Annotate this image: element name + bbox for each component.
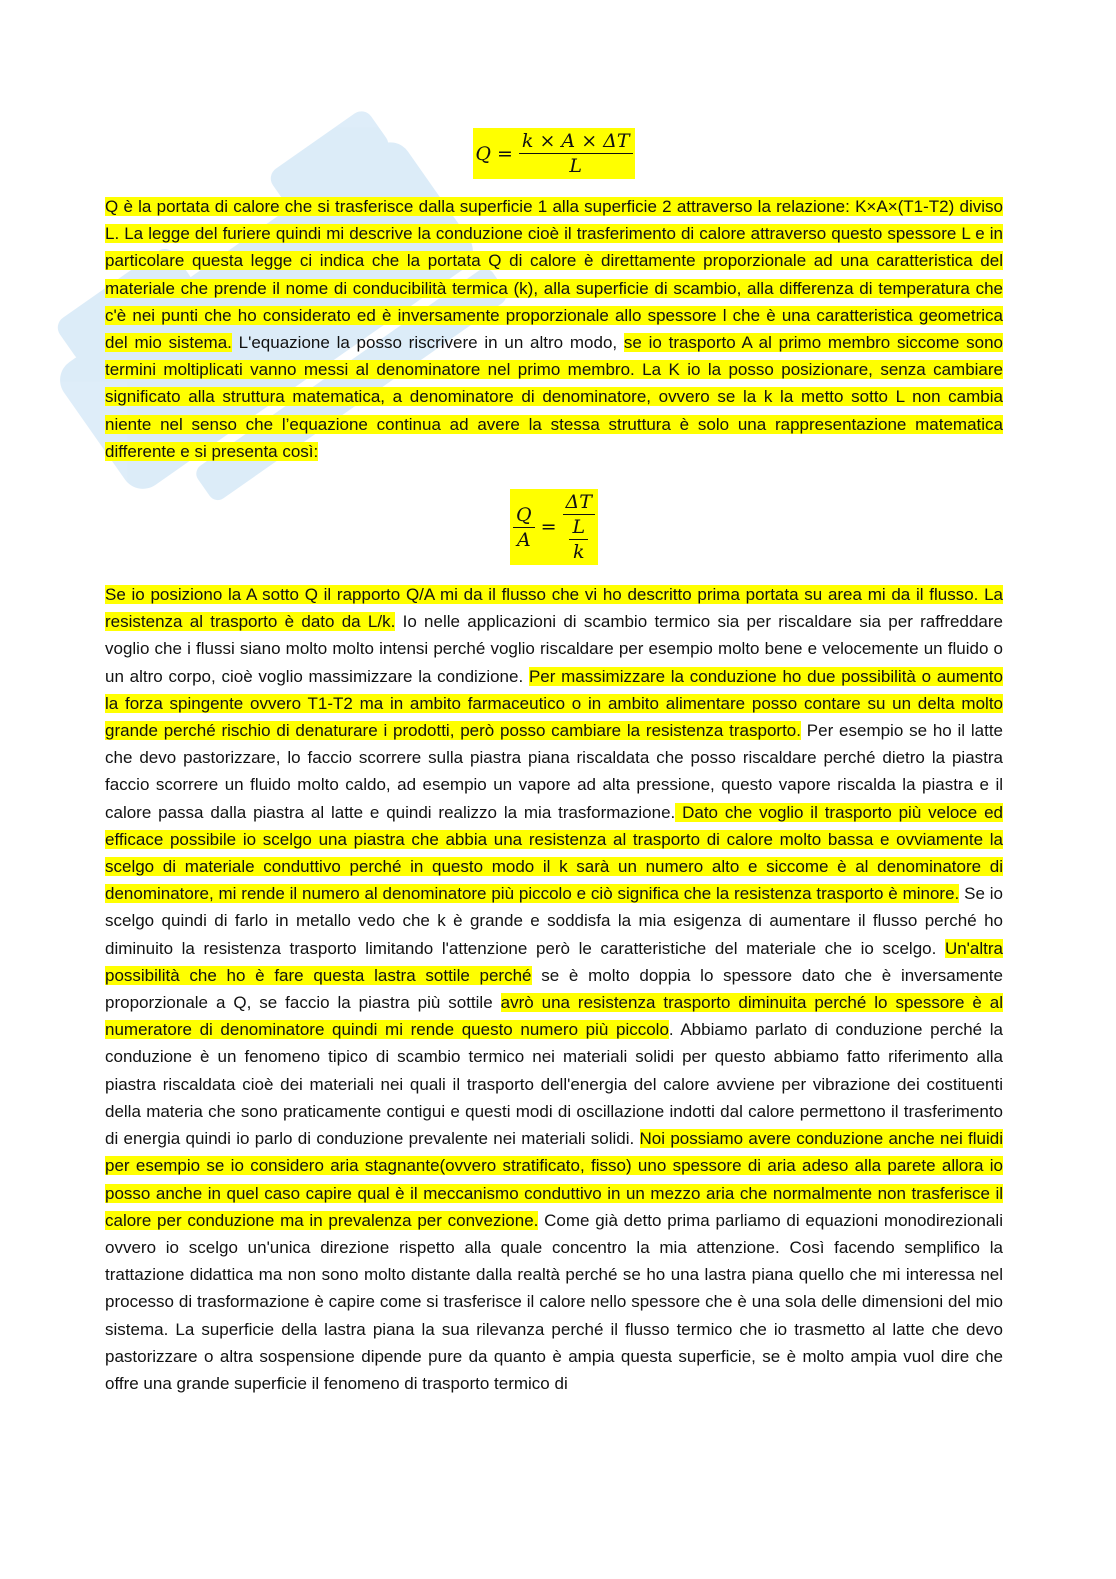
text-run: . Abbiamo parlato di conduzione perché la conduzione è un fenomeno tipico di scambio termico nei materiali solidi per questo abbiamo fatto riferimento alla piastra riscaldata cioè dei materiali nei quali il trasporto dell'energia del calore avviene per vibrazione dei costituenti della materia che sono praticamente contigui e questi modi di oscillazione indotti dal calore permettono il trasferimento di energia quindi io parlo di conduzione prevalente nei materiali solidi. [105,1020,1003,1149]
paragraph-2 [105,581,1003,1397]
text-run: se io trasporto A al primo membro siccome sono termini moltiplicati vanno messi al denominatore nel primo membro. La K io la posso posizionare, senza cambiare significato alla struttura matematica, a denominatore di denominatore, ovvero se la k la metto sotto L non cambia niente nel senso che l’equazione continua ad avere la stessa struttura è solo una rappresentazione matematica differente e si presenta così: [105,333,1003,461]
flux-rhs-fraction [563,491,595,563]
text-run: Io nelle applicazioni di scambio termico sia per riscaldare sia per raffreddare voglio che i flussi siano molto molto intensi perché voglio riscaldare per esempio molto bene e velocemente un fluido o un altro corpo, cioè voglio massimizzare la condizione. [105,612,1003,686]
flux-rhs-denominator [566,515,591,563]
text-run: Se io posiziono la A sotto Q il rapporto Q/A mi da il flusso che vi ho descritto prima portata su area mi da il flusso. La resistenza al trasporto è dato da L/k. [105,585,1003,632]
formula-numerator: k × A × ΔT [519,130,633,154]
text-run: avrò una resistenza trasporto diminuita perché lo spessore è al numeratore di denominatore quindi mi rende questo numero più piccolo [105,993,1003,1040]
flux-lhs-denominator: A [516,528,531,551]
paragraph-1 [105,193,1003,465]
flux-lhs-numerator: Q [513,504,535,528]
flux-lhs-fraction [513,504,535,551]
equals-sign: = [497,142,513,165]
text-run: Per massimizzare la conduzione ho due possibilità o aumento la forza spingente ovvero T1-T2 ma in ambito farmaceutico o in ambito alimentare posso contare su un delta molto grande perché rischio di denaturare i prodotti, però posso cambiare la resistenza trasporto. [105,666,1003,741]
equals-sign: = [540,516,557,539]
flux-rhs-numerator: ΔT [563,491,595,515]
text-run: Se io scelgo quindi di farlo in metallo vedo che k è grande e soddisfa la mia esigenza di aumentare il flusso perché ho diminuito la resistenza trasporto limitando l'attenzione però le caratteristiche del materiale che io scelgo. [105,884,1003,958]
text-run: Per esempio se ho il latte che devo pastorizzare, lo faccio scorrere sulla piastra piana riscaldata che posso riscaldare perché dietro la piastra faccio scorrere un fluido molto caldo, ad esempio un vapore ad alta pressione, questo vapore riscalda la piastra e il calore passa dalla piastra al latte e quindi realizzo la mia trasformazione. [105,721,1003,822]
text-run: L'equazione la posso riscrivere in un altro modo, [231,333,624,353]
text-run: Un'altra possibilità che ho è fare questa lastra sottile perché [105,938,1003,985]
resistance-numerator: L [569,516,588,540]
text-run: Noi possiamo avere conduzione anche nei fluidi per esempio se io considero aria stagnante(ovvero stratificato, fisso) uno spessore di aria adeso alla parete allora io posso anche in quel caso capire qual è il meccanismo conduttivo in un mezzo aria che normalmente non trasferisce il calore per conduzione ma in prevalenza per convezione. [105,1129,1003,1230]
formula-denominator: L [569,155,583,177]
text-run: Come già detto prima parliamo di equazioni monodirezionali ovvero io scelgo un'unica direzione rispetto alla quale concentro la mia attenzione. Così facendo semplifico la trattazione didattica ma non sono molto distante dalla realtà perché se ho una lastra piana quello che mi interessa nel processo di trasformazione è capire come si trasferisce il calore nello spessore che è una sola delle dimensioni del mio sistema. La superficie della lastra piana la sua rilevanza perché il flusso termico che io trasmetto al latte che devo pastorizzare o altra sospensione dipende pure da quanto è ampia questa superficie, se è molto ampia vuol dire che offre una grande superficie il fenomeno di trasporto termico di [105,1210,1003,1393]
flux-formula [105,465,1003,581]
text-run: Q è la portata di calore che si trasferisce dalla superficie 1 alla superficie 2 attraverso la relazione: K×A×(T1-T2) diviso L. La legge del furiere quindi mi descrive la conduzione cioè il trasferimento di calore attraverso questo spessore L e in particolare questa legge ci indica che la portata Q di calore è direttamente proporzionale ad una caratteristica del materiale che prende il nome di conducibilità termica (k), alla superficie di scambio, alla differenza di temperatura che c'è nei punti che ho considerato ed è inversamente proporzionale allo spessore l che è una caratteristica geometrica del mio sistema. [105,197,1003,353]
resistance-denominator: k [572,541,585,564]
text-run: Dato che voglio il trasporto più veloce ed efficace possibile io scelgo una piastra che abbia una resistenza al trasporto di calore molto bassa e ovviamente la scelgo di materiale conduttivo perché in questo modo il k sarà un numero alto e siccome è al denominatore di denominatore, mi rende il numero al denominatore più piccolo e ciò significa che la resistenza trasporto è minore. [105,802,1003,904]
document-page [105,128,1003,1397]
text-run: se è molto doppia lo spessore dato che è inversamente proporzionale a Q, se faccio la piastra più sottile [105,965,1003,1013]
resistance-fraction [569,516,588,563]
formula-lhs: Q [475,142,491,165]
fourier-law-formula [105,128,1003,179]
formula-fraction [519,130,633,177]
